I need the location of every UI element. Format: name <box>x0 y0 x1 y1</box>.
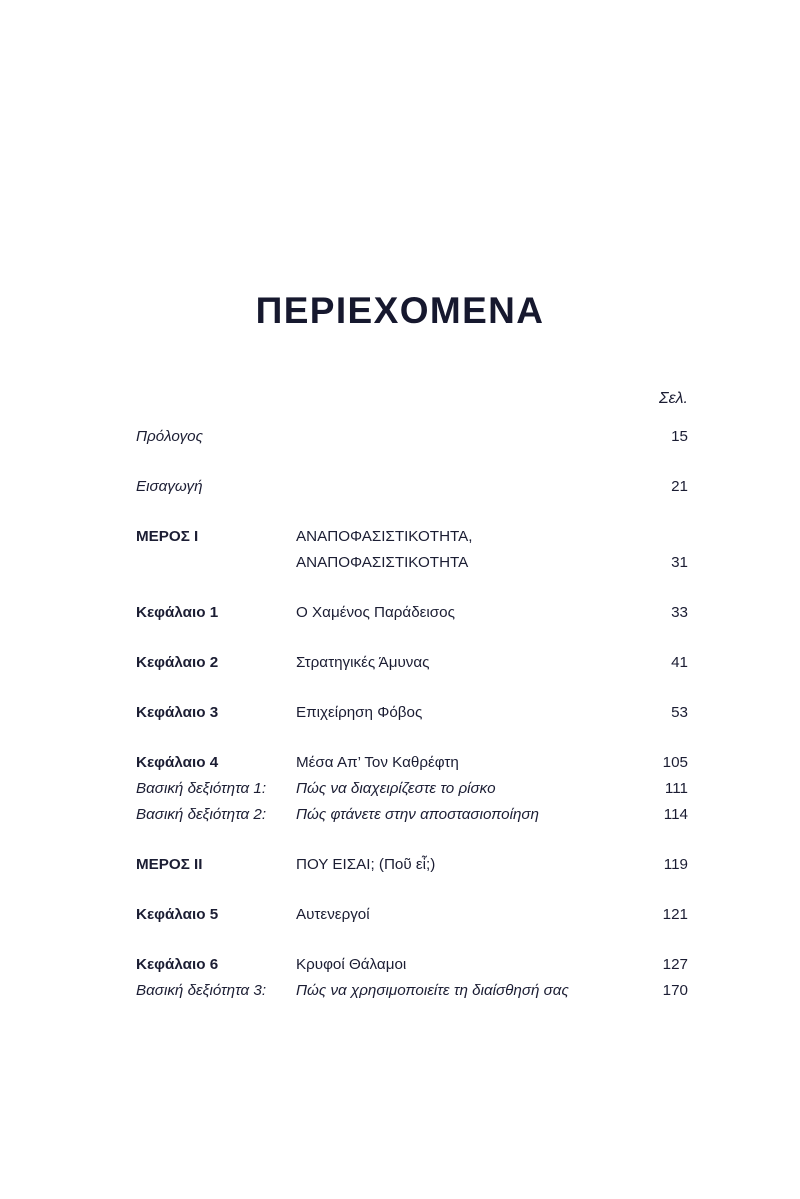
toc-entry-title: Πώς να διαχειρίζεστε το ρίσκο <box>296 780 496 797</box>
toc-entry-title-cell <box>296 776 688 802</box>
toc-entry-page: 111 <box>664 780 688 797</box>
toc-entry-chapter-2[interactable] <box>136 650 688 676</box>
toc-entry-part-2[interactable] <box>136 852 688 878</box>
toc-entry-part-1[interactable] <box>136 524 688 576</box>
toc-entry-title: ΠΟΥ ΕΙΣΑΙ; (Ποῦ εἶ;) <box>296 856 436 873</box>
toc-group-chapter-5 <box>136 902 688 928</box>
toc-entry-label: Εισαγωγή <box>136 478 203 495</box>
toc-entry-skill-1[interactable] <box>136 776 688 802</box>
toc-entry-chapter-5[interactable] <box>136 902 688 928</box>
toc-group-chapter-3 <box>136 700 688 726</box>
toc-entry-title-cell <box>296 802 688 828</box>
toc-entry-title-line-2-row <box>296 550 688 576</box>
toc-group-chapter-1 <box>136 600 688 626</box>
dot-leader <box>469 552 649 567</box>
toc-entry-title-cell <box>296 902 688 928</box>
dot-leader <box>300 426 649 441</box>
toc-entry-title-line-2: ΑΝΑΠΟΦΑΣΙΣΤΙΚΟΤΗΤΑ <box>296 554 469 571</box>
toc-entry-page: 21 <box>671 478 688 495</box>
toc-entry-label: Κεφάλαιο 6 <box>136 956 219 973</box>
toc-entry-label: Βασική δεξιότητα 2: <box>136 806 267 823</box>
dot-leader <box>374 904 643 919</box>
toc-entry-label: Κεφάλαιο 3 <box>136 704 219 721</box>
toc-entry-title-cell <box>296 650 688 676</box>
toc-entry-label: Βασική δεξιότητα 1: <box>136 780 267 797</box>
toc-entry-label: ΜΕΡΟΣ ΙΙ <box>136 856 203 873</box>
toc-entry-page: 41 <box>671 654 688 671</box>
dot-leader <box>430 652 649 667</box>
toc-entry-list <box>136 424 688 1004</box>
toc-entry-prologos[interactable] <box>136 424 688 450</box>
dot-leader <box>570 980 643 995</box>
toc-entry-page: 15 <box>671 428 688 445</box>
toc-entry-chapter-1[interactable] <box>136 600 688 626</box>
toc-entry-page: 114 <box>663 806 688 823</box>
toc-group-chapter-2 <box>136 650 688 676</box>
page-column-header: Σελ. <box>659 390 688 407</box>
toc-entry-chapter-3[interactable] <box>136 700 688 726</box>
toc-entry-title-cell <box>296 424 688 450</box>
toc-entry-chapter-4[interactable] <box>136 750 688 776</box>
toc-entry-title: Αυτενεργοί <box>296 906 370 923</box>
toc-entry-label: Κεφάλαιο 5 <box>136 906 219 923</box>
toc-group-chapter-4 <box>136 750 688 828</box>
toc-entry-page: 31 <box>671 554 688 571</box>
toc-group-front-matter-1 <box>136 424 688 450</box>
toc-entry-label: Βασική δεξιότητα 3: <box>136 982 267 999</box>
toc-entry-page: 121 <box>662 906 688 923</box>
dot-leader <box>500 778 643 793</box>
toc-entry-title: Στρατηγικές Άμυνας <box>296 654 430 671</box>
toc-entry-page: 53 <box>671 704 688 721</box>
toc-entry-page: 119 <box>663 856 688 873</box>
toc-entry-title-cell <box>296 600 688 626</box>
toc-group-front-matter-2 <box>136 474 688 500</box>
toc-entry-title-cell <box>296 952 688 978</box>
dot-leader <box>300 476 649 491</box>
toc-entry-title-cell <box>296 852 688 878</box>
toc-entry-page: 105 <box>662 754 688 771</box>
toc-group-part-2 <box>136 852 688 878</box>
toc-entry-page: 170 <box>662 982 688 999</box>
toc-entry-label: Πρόλογος <box>136 428 204 445</box>
toc-entry-eisagogi[interactable] <box>136 474 688 500</box>
toc-entry-title: Πώς να χρησιμοποιείτε τη διαίσθησή σας <box>296 982 569 999</box>
toc-entry-title-cell <box>296 978 688 1004</box>
dot-leader <box>423 702 649 717</box>
toc-entry-label: Κεφάλαιο 1 <box>136 604 219 621</box>
page-title: ΠΕΡΙΕΧΟΜΕΝΑ <box>255 290 545 331</box>
toc-entry-skill-2[interactable] <box>136 802 688 828</box>
toc-entry-title: Κρυφοί Θάλαμοι <box>296 956 407 973</box>
dot-leader <box>459 602 649 617</box>
toc-group-part-1 <box>136 524 688 576</box>
dot-leader <box>463 752 643 767</box>
toc-entry-page: 33 <box>671 604 688 621</box>
toc-entry-title: Ο Χαμένος Παράδεισος <box>296 604 455 621</box>
toc-entry-title: Επιχείρηση Φόβος <box>296 704 423 721</box>
toc-entry-label: Κεφάλαιο 4 <box>136 754 219 771</box>
toc-entry-label: ΜΕΡΟΣ Ι <box>136 528 199 545</box>
toc-entry-chapter-6[interactable] <box>136 952 688 978</box>
toc-group-chapter-6 <box>136 952 688 1004</box>
toc-entry-page: 127 <box>662 956 688 973</box>
toc-entry-label: Κεφάλαιο 2 <box>136 654 219 671</box>
toc-entry-title-cell <box>296 474 688 500</box>
toc-entry-skill-3[interactable] <box>136 978 688 1004</box>
dot-leader <box>439 854 643 869</box>
toc-entry-title-cell <box>296 524 688 576</box>
toc-entry-title-cell <box>296 750 688 776</box>
dot-leader <box>407 954 643 969</box>
toc-entry-title: Πώς φτάνετε στην αποστασιοποίηση <box>296 806 539 823</box>
dot-leader <box>543 804 643 819</box>
toc-entry-title: Μέσα Απ’ Τον Καθρέφτη <box>296 754 459 771</box>
toc-entry-title-cell <box>296 700 688 726</box>
toc-entry-title-line-1: ΑΝΑΠΟΦΑΣΙΣΤΙΚΟΤΗΤΑ, <box>296 528 473 545</box>
